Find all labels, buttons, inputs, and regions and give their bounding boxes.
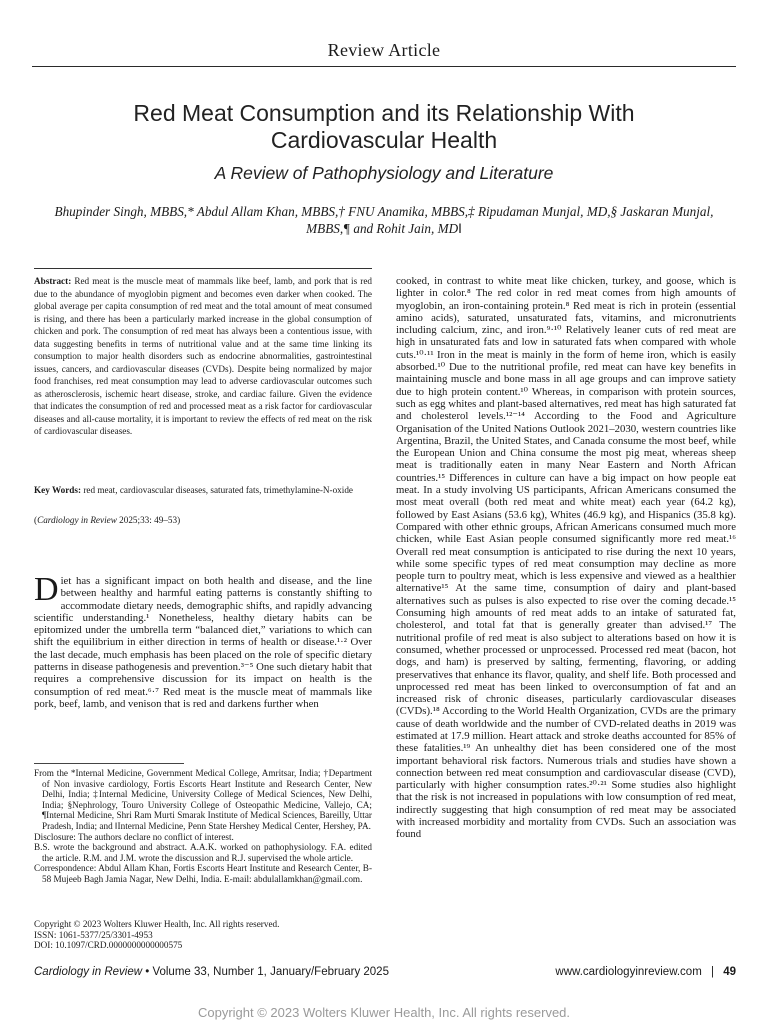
citation [34, 514, 372, 527]
citation-journal: Cardiology in Review [37, 515, 117, 525]
section-label: Review Article [327, 40, 441, 60]
introduction-text: iet has a significant impact on both health and disease, and the line between healthy and harmful eating patterns is constantly shifting to accommodate dietary needs, demographic shifts, and rapidly advancing scientific understanding.¹ Nonetheless, healthy dietary habits can be epitomized under the umbrella term “balanced diet,” variations to which can shift the equilibrium in either direction in terms of health or disease.¹·² Over the last decade, much emphasis has been placed on the role of specific dietary patterns in disease pathogenesis and prevention.³⁻⁵ One such dietary habit that requires a comprehensive discussion for its impact on health is the consumption of red meat.⁶·⁷ Red meat is the muscle meat of mammals like pork, beef, lamb, and venison that is red and darkens further when [34, 575, 372, 710]
abstract-text: Red meat is the muscle meat of mammals like beef, lamb, and pork that is red due to the abundance of myoglobin pigment and becomes even darker when cooked. The global average per capita consumption of red meat and the total amount of meat consumed is rising, and there has been a particularly marked increase in the global consumption of chicken and pork. The consumption of red meat has always been a contentious issue, with data suggesting benefits in terms of nutritional value and at the same time linking its consumption to major health disorders such as endocrine abnormalities, gastrointestinal issues, cancers, and cardiovascular diseases (CVDs). Despite being normalized by major food franchises, red meat consumption may lead to adverse cardiovascular outcomes such as atherosclerosis, ischemic heart disease, stroke, and cardiac failure. Given the evidence that indicates the consumption of red and processed meat as a risk factor for cardiovascular diseases and all-cause mortality, it is important to review the effects of red meat on the risk of cardiovascular diseases. [34, 276, 372, 436]
publication-info [34, 919, 372, 951]
copyright-line: Copyright © 2023 Wolters Kluwer Health, Inc. All rights reserved. [34, 919, 280, 929]
abstract [34, 275, 372, 438]
citation-details: 2025;33: 49–53) [116, 515, 181, 525]
article-subtitle: A Review of Pathophysiology and Literature [214, 163, 554, 183]
keywords-label: Key Words: [34, 485, 82, 495]
disclosure: Disclosure: The authors declare no conflict of interest. [34, 831, 234, 842]
abstract-label: Abstract: [34, 276, 72, 286]
article-title: Red Meat Consumption and its Relationship With Cardiovascular Health [133, 100, 635, 153]
correspondence: Correspondence: Abdul Allam Khan, Fortis Escorts Heart Institute and Research Center, B-58 Mujeeb Bagh Jamia Nagar, New Delhi, India. E-mail: abdulallamkhan@gmail.com. [34, 863, 372, 884]
keywords [34, 484, 372, 497]
drop-cap: D [34, 571, 59, 608]
affiliation-from: From the *Internal Medicine, Government Medical College, Amritsar, India; †Department of Non invasive cardiology, Fortis Escorts Heart Institute and Research Center, New Delhi, India; ‡Internal Medicine, University College of Medical Sciences, New Delhi, India; §Nephrology, Touro University College of Osteopathic Medicine, Vallejo, CA; ¶Internal Medicine, Shri Ram Murti Smarak Institute of Medical Sciences, Bareilly, Uttar Pradesh, India; and ‖Internal Medicine, Penn State Hershey Medical Center, Hershey, PA. [34, 768, 372, 831]
author-contributions: B.S. wrote the background and abstract. A.A.K. worked on pathophysiology. F.A. edited the article. R.M. and J.M. wrote the discussion and R.J. supervised the whole article. [34, 842, 372, 863]
author-list: Bhupinder Singh, MBBS,* Abdul Allam Khan, MBBS,† FNU Anamika, MBBS,‡ Ripudaman Munjal, MD,§ Jaskaran Munjal, MBBS,¶ and Rohit Jain, MD‖ [54, 204, 714, 236]
right-column-body: cooked, in contrast to white meat like chicken, turkey, and goose, which is lighter in color.⁸ The red color in red meat comes from high amounts of myoglobin, an iron-containing protein.⁸ Red meat is rich in protein (essential amino acids), saturated, unsaturated fats, vitamins, and micronutrients including calcium, zinc, and iron.⁹·¹⁰ Relatively leaner cuts of red meat are high in unsaturated fats and low in saturated fats when compared with whole cuts.¹⁰·¹¹ Iron in the meat is mainly in the form of heme iron, which is easily absorbed.¹⁰ Due to the nutritional profile, red meat can have key benefits in maintaining muscle and bone mass in all age groups and can improve satiety due to high protein content.¹⁰ Whereas, in comparison with protein sources, such as egg whites and plant-based alternatives, red meat has high saturated fat and cholesterol levels.¹²⁻¹⁴ According to the Food and Agriculture Organisation of the United Nations Outlook 2021–2030, western countries like Argentina, Brazil, the United States, and Canada consume the most beef, while the European Union and China consume the most pig meat, whereas sheep meat is traditionally eaten in many Near Eastern and North African countries.¹⁵ Differences in culture can have a big impact on how people eat meat. In a study involving US participants, African Americans consumed the most meat overall (both red meat and white meat) each year (64.2 kg), followed by East Asians (53.6 kg), Whites (46.9 kg), and Hispanics (35.8 kg). Compared with other ethnic groups, African Americans consumed much more chicken, while East Asian people consumed significantly more red meat.¹⁶ Overall red meat consumption is anticipated to rise during the next 10 years, while some specific types of red meat consumption may decline as more people turn to poultry meat, which is less expensive and viewed as a healthier alternative¹⁵ At the same time, consumption of dairy and plant-based alternatives such as pulses is also expected to rise over the coming decade.¹⁵ Consuming high amounts of red meat adds to an intake of saturated fat, cholesterol, and total fat that is generally greater than advised.¹⁷ The nutritional profile of red meat is also subject to alterations based on how it is consumed, whether processed or unprocessed. Processed red meat (bacon, hot dogs, and ham) is preserved by salting, fermenting, flavoring, or adding preservatives that enhance its flavor, quality, and shelf life. Both processed and unprocessed red meat has been linked to overconsumption of fat and an increased risk of chronic diseases, particularly cardiovascular diseases (CVDs).¹⁸ According to the World Health Organization, CVDs are the primary cause of death worldwide and the number of CVD-related deaths in 2019 was estimated at 17.9 million. Heart attack and stroke deaths accounted for 85% of these fatalities.¹⁹ An unhealthy diet has been considered one of the most important behavioral risk factors. Numerous trials and studies have shown a connection between red meat consumption and cardiovascular disease (CVD), particularly with higher consumption rates.²⁰·²¹ Some studies also highlight that the risk is not increased in populations with low consumption of red meat, indirectly suggesting that high consumption of red meat may be associated with increased morbidity and mortality from CVDs. Such an association was found [396, 275, 737, 841]
citation-open: ( [34, 515, 38, 525]
abstract-divider [34, 268, 372, 269]
footer-issue: • Volume 33, Number 1, January/February 2025 [142, 966, 389, 978]
affiliations [34, 768, 372, 885]
page-number: 49 [723, 966, 736, 978]
footer-separator: | [711, 966, 714, 978]
footer-journal-name: Cardiology in Review [34, 966, 143, 978]
keywords-text: red meat, cardiovascular diseases, saturated fats, trimethylamine-N-oxide [83, 485, 353, 495]
issn-line: ISSN: 1061-5377/25/3301-4953 [34, 929, 153, 940]
copyright-watermark: Copyright © 2023 Wolters Kluwer Health, Inc. All rights reserved. [197, 1005, 571, 1020]
doi-line: DOI: 10.1097/CRD.0000000000000575 [34, 940, 183, 951]
footer-right [555, 966, 736, 978]
header-divider [32, 66, 736, 67]
introduction-paragraph [34, 571, 372, 710]
footer-url[interactable]: www.cardiologyinreview.com [555, 966, 702, 978]
footer-journal-info [34, 966, 389, 978]
footnote-divider [34, 763, 184, 764]
